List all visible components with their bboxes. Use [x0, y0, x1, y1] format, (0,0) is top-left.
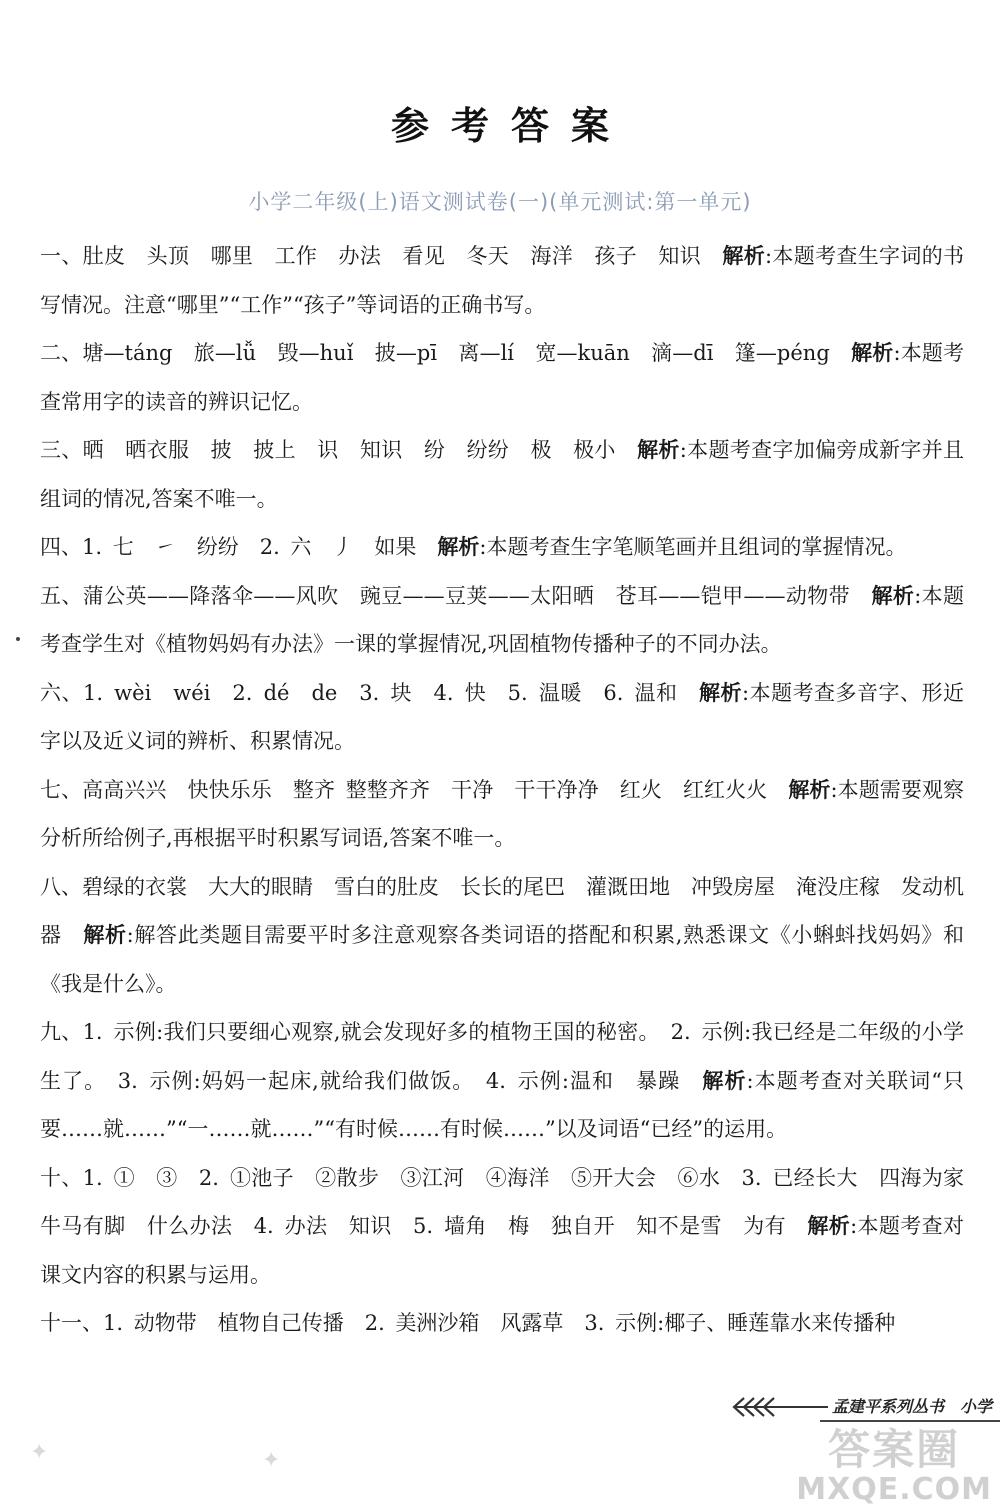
- footer-divider: [820, 1420, 1000, 1422]
- answer-content: 1. 示例:我们只要细心观察,就会发现好多的植物王国的秘密。 2. 示例:我已经是二年级的小学生了。 3. 示例:妈妈一起床,就给我们做饭。 4. 示例:温和 暴躁: [40, 1020, 965, 1093]
- answer-content: 1. 七 ㇀ 纷纷 2. 六 丿 如果: [82, 535, 438, 559]
- answer-number: 四、: [40, 535, 82, 559]
- analysis-text: :本题考查生字笔顺笔画并且组词的掌握情况。: [479, 535, 907, 559]
- analysis-text: :本题考查字加偏旁成新字并且组词的情况,答案不唯一。: [40, 438, 965, 511]
- answer-list: [40, 232, 986, 1348]
- analysis-label: 解析: [699, 680, 743, 705]
- page-title: 参考答案: [390, 104, 631, 148]
- sparkle-icon: ✦: [262, 1448, 281, 1473]
- analysis-label: 解析: [788, 777, 831, 802]
- answer-item-6: [40, 669, 964, 766]
- answer-number: 三、: [40, 438, 83, 462]
- answer-item-5: [40, 572, 964, 669]
- answer-number: 九、: [40, 1020, 83, 1044]
- analysis-label: 解析: [83, 923, 127, 947]
- answer-item-9: [40, 1008, 964, 1154]
- analysis-text: :本题考查生字词的书写情况。注意“哪里”“工作”“孩子”等词语的正确书写。: [40, 244, 965, 317]
- answer-item-11: [40, 1299, 964, 1348]
- answer-number: 十、: [40, 1165, 83, 1190]
- watermark-url: MXQE.COM: [796, 1472, 992, 1507]
- answer-number: 六、: [40, 680, 83, 705]
- analysis-label: 解析: [871, 583, 915, 608]
- watermark-logo: [796, 1425, 992, 1510]
- analysis-label: 解析: [437, 535, 480, 559]
- analysis-label: 解析: [722, 244, 766, 268]
- answer-item-8: [40, 863, 964, 1009]
- answer-number: 十一、: [40, 1311, 103, 1335]
- answer-number: 八、: [40, 874, 82, 899]
- sparkle-icon: ✦: [30, 1440, 49, 1465]
- answer-item-4: [40, 523, 964, 572]
- series-name: 孟建平系列丛书 小学: [832, 1397, 993, 1416]
- analysis-label: 解析: [702, 1068, 747, 1093]
- answer-content: 1. ① ③ 2. ①池子 ②散步 ③江河 ④海洋 ⑤开大会 ⑥水 3. 已经长大 四海为家 牛马有脚 什么办法 4. 办法 知识 5. 墙角 梅 独自开 知不是雪 为有: [40, 1165, 986, 1238]
- analysis-label: 解析: [851, 341, 894, 365]
- analysis-label: 解析: [637, 438, 680, 462]
- analysis-text: :本题考查多音字、形近字以及近义词的辨析、积累情况。: [40, 680, 965, 753]
- answer-number: 一、: [40, 244, 83, 268]
- analysis-text: :本题考查对课文内容的积累与运用。: [40, 1214, 965, 1287]
- analysis-text: :本题考查学生对《植物妈妈有办法》一课的掌握情况,巩固植物传播种子的不同办法。: [40, 583, 965, 656]
- answer-content: 1. wèi wéi 2. dé de 3. 块 4. 快 5. 温暖 6. 温和: [82, 680, 700, 705]
- arrow-icon: [730, 1394, 830, 1420]
- answer-item-1: [40, 232, 964, 329]
- watermark-title: 答案圈: [828, 1425, 961, 1474]
- page-subtitle: 小学二年级(上)语文测试卷(一)(单元测试:第一单元): [248, 190, 752, 214]
- answer-item-3: [40, 426, 964, 523]
- answer-item-7: [40, 766, 964, 863]
- answer-content: 1. 动物带 植物自己传播 2. 美洲沙箱 风露草 3. 示例:椰子、睡莲靠水来传播种: [103, 1311, 896, 1335]
- answer-content: 高高兴兴 快快乐乐 整齐 整整齐齐 干净 干干净净 红火 红红火火: [82, 777, 789, 802]
- analysis-label: 解析: [807, 1214, 851, 1238]
- answer-item-2: [40, 329, 964, 426]
- analysis-text: :本题考查常用字的读音的辨识记忆。: [40, 341, 965, 414]
- answer-content: 肚皮 头顶 哪里 工作 办法 看见 冬天 海洋 孩子 知识: [82, 244, 723, 268]
- analysis-text: :本题需要观察分析所给例子,再根据平时积累写词语,答案不唯一。: [40, 777, 965, 850]
- margin-dot: [16, 637, 20, 641]
- answer-content: 晒 晒衣服 披 披上 识 知识 纷 纷纷 极 极小: [82, 438, 638, 462]
- answer-item-10: [40, 1154, 986, 1300]
- answer-number: 五、: [40, 583, 83, 608]
- analysis-text: :解答此类题目需要平时多注意观察各类词语的搭配和积累,熟悉课文《小蝌蚪找妈妈》和《我是什么》。: [40, 923, 965, 996]
- page-footer: [730, 1388, 1000, 1428]
- analysis-text: :本题考查对关联词“只要……就……”“一……就……”“有时候……有时候……”以及词语“已经”的运用。: [40, 1068, 965, 1141]
- answer-content: 塘—táng 旅—lǚ 毁—huǐ 披—pī 离—lí 宽—kuān 滴—dī 篷—péng: [82, 341, 852, 365]
- answer-content: 碧绿的衣裳 大大的眼睛 雪白的肚皮 长长的尾巴 灌溉田地 冲毁房屋 淹没庄稼 发动机器: [40, 874, 964, 947]
- answer-number: 二、: [40, 341, 83, 365]
- answer-content: 蒲公英——降落伞——风吹 豌豆——豆荚——太阳晒 苍耳——铠甲——动物带: [82, 583, 872, 608]
- answer-number: 七、: [40, 777, 83, 802]
